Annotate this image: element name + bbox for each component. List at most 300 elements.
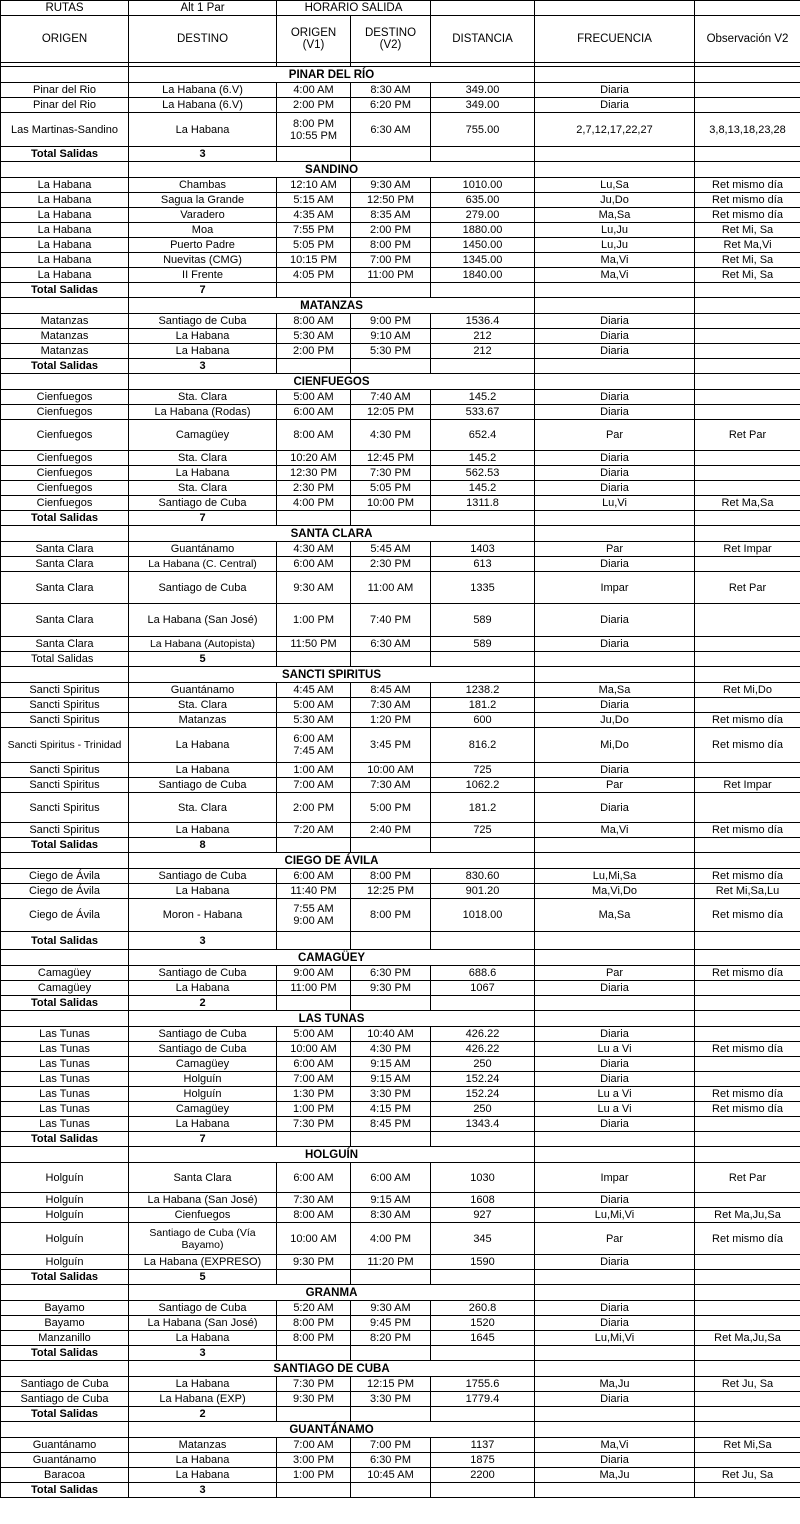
cell-distancia: 145.2 [431, 451, 535, 466]
cell-destino: Santiago de Cuba [129, 496, 277, 511]
cell-frecuencia: Par [535, 542, 695, 557]
cell-destino: La Habana [129, 823, 277, 838]
total-row [1, 1346, 800, 1361]
total-salidas-label: Total Salidas [1, 359, 129, 374]
route-row [1, 1027, 800, 1042]
cell-distancia: 145.2 [431, 390, 535, 405]
cell-destino: Santiago de Cuba (Vía Bayamo) [129, 1223, 277, 1255]
cell-origen-v1: 7:30 PM [277, 1117, 351, 1132]
cell-frecuencia: Ma,Vi [535, 253, 695, 268]
cell-origen: Cienfuegos [1, 481, 129, 496]
cell-frecuencia: Diaria [535, 405, 695, 420]
cell-frecuencia: Diaria [535, 83, 695, 98]
cell-frecuencia: Diaria [535, 1027, 695, 1042]
cell-observacion: Ret Ma,Sa [695, 496, 800, 511]
cell-distancia: 1238.2 [431, 683, 535, 698]
route-row [1, 557, 800, 572]
cell-observacion: Ret Ma,Vi [695, 238, 800, 253]
cell-destino: La Habana [129, 113, 277, 147]
cell-destino-v2: 9:30 AM [351, 178, 431, 193]
section-title: GUANTÁNAMO [129, 1422, 535, 1438]
section-header-row [1, 853, 800, 869]
cell-destino-v2: 4:30 PM [351, 420, 431, 451]
cell-destino: Santiago de Cuba [129, 572, 277, 604]
cell-destino: La Habana (Autopista) [129, 637, 277, 652]
total-salidas-value: 7 [129, 1132, 277, 1147]
cell-frecuencia: Lu,Mi,Sa [535, 869, 695, 884]
cell-distancia: 1536.4 [431, 314, 535, 329]
cell-distancia: 426.22 [431, 1042, 535, 1057]
cell-destino-v2: 11:00 AM [351, 572, 431, 604]
cell-origen-v1: 5:05 PM [277, 238, 351, 253]
route-row [1, 193, 800, 208]
cell-frecuencia: Impar [535, 1163, 695, 1193]
cell-observacion: Ret Par [695, 420, 800, 451]
route-row [1, 1468, 800, 1483]
cell-distancia: 725 [431, 823, 535, 838]
section-title: SANCTI SPIRITUS [129, 667, 535, 683]
cell-origen-v1: 10:20 AM [277, 451, 351, 466]
cell-origen: Santa Clara [1, 637, 129, 652]
cell-destino: La Habana [129, 728, 277, 763]
cell-distancia: 725 [431, 763, 535, 778]
cell-destino: Santiago de Cuba [129, 1042, 277, 1057]
total-salidas-value: 3 [129, 932, 277, 950]
section-header-row [1, 950, 800, 966]
cell-origen-v1: 5:00 AM [277, 1027, 351, 1042]
cell-observacion [695, 1453, 800, 1468]
cell-destino: Matanzas [129, 1438, 277, 1453]
cell-destino-v2: 10:00 PM [351, 496, 431, 511]
section-title: HOLGUÍN [129, 1147, 535, 1163]
cell-destino-v2: 12:50 PM [351, 193, 431, 208]
cell-observacion: Ret mismo día [695, 899, 800, 932]
cell-origen: Manzanillo [1, 1331, 129, 1346]
total-row [1, 147, 800, 162]
cell-origen-v1: 9:30 AM [277, 572, 351, 604]
route-row [1, 178, 800, 193]
cell-destino: Chambas [129, 178, 277, 193]
cell-origen-v1: 9:30 PM [277, 1392, 351, 1407]
cell-origen: La Habana [1, 253, 129, 268]
cell-distancia: 1880.00 [431, 223, 535, 238]
cell-distancia: 349.00 [431, 98, 535, 113]
header-alt-par: Alt 1 Par [129, 1, 277, 16]
cell-distancia: 1018.00 [431, 899, 535, 932]
cell-origen: Sancti Spiritus [1, 698, 129, 713]
route-row [1, 113, 800, 147]
cell-origen-v1: 8:00 AM [277, 420, 351, 451]
cell-distancia: 589 [431, 637, 535, 652]
route-row [1, 329, 800, 344]
cell-frecuencia: Diaria [535, 1072, 695, 1087]
cell-distancia: 1062.2 [431, 778, 535, 793]
cell-frecuencia: Diaria [535, 1057, 695, 1072]
route-row [1, 683, 800, 698]
cell-observacion [695, 481, 800, 496]
cell-destino-v2: 8:45 AM [351, 683, 431, 698]
cell-destino-v2: 3:45 PM [351, 728, 431, 763]
cell-distancia: 1590 [431, 1255, 535, 1270]
section-title: LAS TUNAS [129, 1011, 535, 1027]
cell-origen: Cienfuegos [1, 420, 129, 451]
route-row [1, 223, 800, 238]
cell-origen-v1: 6:00 AM [277, 557, 351, 572]
cell-destino: Puerto Padre [129, 238, 277, 253]
cell-destino: La Habana [129, 981, 277, 996]
section-title: CIENFUEGOS [129, 374, 535, 390]
cell-observacion: Ret Mi,Sa,Lu [695, 884, 800, 899]
cell-destino-v2: 4:15 PM [351, 1102, 431, 1117]
cell-observacion [695, 1072, 800, 1087]
section-title: PINAR DEL RÍO [129, 67, 535, 83]
cell-origen: Bayamo [1, 1301, 129, 1316]
cell-observacion: Ret mismo día [695, 713, 800, 728]
total-salidas-label: Total Salidas [1, 652, 129, 667]
cell-distancia: 212 [431, 344, 535, 359]
cell-distancia: 250 [431, 1057, 535, 1072]
cell-observacion: Ret mismo día [695, 1102, 800, 1117]
route-row [1, 572, 800, 604]
cell-frecuencia: Diaria [535, 698, 695, 713]
cell-origen-v1: 5:30 AM [277, 713, 351, 728]
cell-destino-v2: 8:20 PM [351, 1331, 431, 1346]
route-row [1, 1453, 800, 1468]
cell-origen-v1: 1:00 PM [277, 1102, 351, 1117]
cell-destino-v2: 10:00 AM [351, 763, 431, 778]
cell-observacion: Ret Ju, Sa [695, 1468, 800, 1483]
cell-frecuencia: Lu,Sa [535, 178, 695, 193]
route-row [1, 1102, 800, 1117]
cell-observacion: 3,8,13,18,23,28 [695, 113, 800, 147]
cell-observacion: Ret Mi,Do [695, 683, 800, 698]
cell-destino: La Habana [129, 344, 277, 359]
cell-distancia: 600 [431, 713, 535, 728]
cell-destino-v2: 12:45 PM [351, 451, 431, 466]
cell-origen-v1: 7:55 PM [277, 223, 351, 238]
cell-destino-v2: 7:30 AM [351, 698, 431, 713]
cell-origen: La Habana [1, 208, 129, 223]
section-title: SANDINO [129, 162, 535, 178]
section-header-row [1, 1011, 800, 1027]
cell-origen-v1: 6:00 AM 7:45 AM [277, 728, 351, 763]
cell-origen-v1: 1:30 PM [277, 1087, 351, 1102]
cell-destino-v2: 6:30 AM [351, 113, 431, 147]
cell-origen-v1: 2:00 PM [277, 344, 351, 359]
cell-destino-v2: 9:30 AM [351, 1301, 431, 1316]
column-header-destino-v2: DESTINO (V2) [351, 16, 431, 63]
cell-destino: Santiago de Cuba [129, 966, 277, 981]
cell-origen-v1: 6:00 AM [277, 405, 351, 420]
cell-destino: Cienfuegos [129, 1208, 277, 1223]
cell-distancia: 1645 [431, 1331, 535, 1346]
cell-destino-v2: 11:00 PM [351, 268, 431, 283]
cell-destino: Santiago de Cuba [129, 314, 277, 329]
route-row [1, 1316, 800, 1331]
total-salidas-value: 5 [129, 1270, 277, 1285]
cell-observacion [695, 604, 800, 637]
cell-origen-v1: 4:05 PM [277, 268, 351, 283]
cell-frecuencia: Ma,Ju [535, 1377, 695, 1392]
cell-frecuencia: Ma,Vi [535, 823, 695, 838]
cell-frecuencia: Diaria [535, 763, 695, 778]
cell-origen: Sancti Spiritus [1, 763, 129, 778]
cell-distancia: 1450.00 [431, 238, 535, 253]
cell-origen: Holguín [1, 1208, 129, 1223]
cell-distancia: 2200 [431, 1468, 535, 1483]
cell-origen: Cienfuegos [1, 466, 129, 481]
cell-distancia: 1608 [431, 1193, 535, 1208]
cell-observacion: Ret mismo día [695, 823, 800, 838]
cell-origen: Santa Clara [1, 557, 129, 572]
cell-origen-v1: 5:00 AM [277, 698, 351, 713]
cell-origen: Las Martinas-Sandino [1, 113, 129, 147]
cell-destino: Holguín [129, 1087, 277, 1102]
cell-destino: Holguín [129, 1072, 277, 1087]
cell-destino-v2: 12:25 PM [351, 884, 431, 899]
section-header-row [1, 667, 800, 683]
cell-destino: Camagüey [129, 1057, 277, 1072]
cell-distancia: 349.00 [431, 83, 535, 98]
cell-destino-v2: 9:15 AM [351, 1193, 431, 1208]
cell-observacion: Ret mismo día [695, 966, 800, 981]
cell-observacion: Ret mismo día [695, 728, 800, 763]
route-row [1, 1057, 800, 1072]
cell-origen-v1: 6:00 AM [277, 1163, 351, 1193]
cell-destino-v2: 9:30 PM [351, 981, 431, 996]
cell-distancia: 1755.6 [431, 1377, 535, 1392]
cell-observacion: Ret Ma,Ju,Sa [695, 1331, 800, 1346]
cell-destino-v2: 9:45 PM [351, 1316, 431, 1331]
route-row [1, 466, 800, 481]
total-row [1, 1132, 800, 1147]
cell-destino: La Habana [129, 884, 277, 899]
route-row [1, 1223, 800, 1255]
cell-distancia: 1875 [431, 1453, 535, 1468]
cell-distancia: 145.2 [431, 481, 535, 496]
cell-destino: La Habana [129, 329, 277, 344]
section-header-row [1, 526, 800, 542]
cell-observacion [695, 637, 800, 652]
total-row [1, 283, 800, 298]
route-row [1, 1163, 800, 1193]
cell-frecuencia: Diaria [535, 1453, 695, 1468]
cell-origen-v1: 4:45 AM [277, 683, 351, 698]
cell-destino-v2: 9:15 AM [351, 1072, 431, 1087]
cell-origen: Guantánamo [1, 1438, 129, 1453]
section-header-row [1, 162, 800, 178]
route-row [1, 420, 800, 451]
cell-origen-v1: 4:30 AM [277, 542, 351, 557]
cell-frecuencia: Par [535, 420, 695, 451]
section-header-row [1, 1422, 800, 1438]
cell-frecuencia: Ma,Vi [535, 1438, 695, 1453]
cell-origen: La Habana [1, 178, 129, 193]
route-row [1, 1042, 800, 1057]
cell-destino: Sta. Clara [129, 793, 277, 823]
cell-observacion: Ret mismo día [695, 869, 800, 884]
cell-frecuencia: Ju,Do [535, 193, 695, 208]
cell-destino-v2: 8:30 AM [351, 1208, 431, 1223]
cell-destino: La Habana [129, 1117, 277, 1132]
column-header-observacion: Observación V2 [695, 16, 800, 63]
cell-destino: La Habana [129, 1377, 277, 1392]
cell-destino-v2: 2:30 PM [351, 557, 431, 572]
column-header-destino: DESTINO [129, 16, 277, 63]
route-row [1, 966, 800, 981]
cell-observacion [695, 557, 800, 572]
cell-origen: Las Tunas [1, 1027, 129, 1042]
cell-origen: Las Tunas [1, 1102, 129, 1117]
cell-distancia: 279.00 [431, 208, 535, 223]
cell-frecuencia: Diaria [535, 1117, 695, 1132]
total-salidas-label: Total Salidas [1, 1483, 129, 1498]
cell-origen: Santa Clara [1, 604, 129, 637]
cell-frecuencia: Diaria [535, 557, 695, 572]
route-row [1, 884, 800, 899]
cell-observacion: Ret mismo día [695, 1223, 800, 1255]
cell-origen-v1: 7:00 AM [277, 1438, 351, 1453]
cell-destino: Santiago de Cuba [129, 869, 277, 884]
cell-origen-v1: 4:35 AM [277, 208, 351, 223]
cell-destino: La Habana [129, 763, 277, 778]
route-row [1, 1072, 800, 1087]
cell-distancia: 1343.4 [431, 1117, 535, 1132]
cell-origen: Holguín [1, 1193, 129, 1208]
total-salidas-label: Total Salidas [1, 838, 129, 853]
cell-origen-v1: 10:00 AM [277, 1223, 351, 1255]
cell-destino: Sta. Clara [129, 451, 277, 466]
cell-destino: La Habana (EXP) [129, 1392, 277, 1407]
cell-observacion: Ret Mi, Sa [695, 268, 800, 283]
cell-origen: Ciego de Ávila [1, 884, 129, 899]
cell-origen: Sancti Spiritus [1, 713, 129, 728]
cell-distancia: 1030 [431, 1163, 535, 1193]
cell-frecuencia: Lu a Vi [535, 1102, 695, 1117]
route-row [1, 793, 800, 823]
cell-observacion: Ret mismo día [695, 1042, 800, 1057]
cell-observacion [695, 1255, 800, 1270]
cell-destino: Santiago de Cuba [129, 778, 277, 793]
cell-origen: Pinar del Rio [1, 98, 129, 113]
cell-origen: Sancti Spiritus [1, 793, 129, 823]
route-row [1, 1331, 800, 1346]
cell-distancia: 345 [431, 1223, 535, 1255]
cell-destino-v2: 5:30 PM [351, 344, 431, 359]
cell-origen: La Habana [1, 268, 129, 283]
cell-frecuencia: Ma,Sa [535, 899, 695, 932]
route-row [1, 698, 800, 713]
cell-frecuencia: Diaria [535, 466, 695, 481]
section-header-row [1, 1285, 800, 1301]
cell-origen-v1: 2:30 PM [277, 481, 351, 496]
header-top-row [1, 1, 800, 16]
route-row [1, 405, 800, 420]
cell-frecuencia: Diaria [535, 329, 695, 344]
route-row [1, 98, 800, 113]
cell-destino-v2: 2:40 PM [351, 823, 431, 838]
route-row [1, 823, 800, 838]
cell-destino-v2: 3:30 PM [351, 1392, 431, 1407]
cell-destino-v2: 9:00 PM [351, 314, 431, 329]
cell-destino: Sta. Clara [129, 698, 277, 713]
route-row [1, 713, 800, 728]
cell-origen: Las Tunas [1, 1042, 129, 1057]
cell-destino-v2: 1:20 PM [351, 713, 431, 728]
route-row [1, 1392, 800, 1407]
cell-destino-v2: 6:30 PM [351, 1453, 431, 1468]
cell-observacion [695, 1027, 800, 1042]
cell-origen-v1: 3:00 PM [277, 1453, 351, 1468]
cell-distancia: 652.4 [431, 420, 535, 451]
cell-origen: Holguín [1, 1163, 129, 1193]
cell-destino: Sta. Clara [129, 390, 277, 405]
section-header-row [1, 1361, 800, 1377]
cell-origen-v1: 4:00 PM [277, 496, 351, 511]
cell-destino: Guantánamo [129, 683, 277, 698]
cell-destino-v2: 3:30 PM [351, 1087, 431, 1102]
total-row [1, 1270, 800, 1285]
cell-destino: Santiago de Cuba [129, 1301, 277, 1316]
cell-destino-v2: 11:20 PM [351, 1255, 431, 1270]
route-row [1, 604, 800, 637]
route-row [1, 763, 800, 778]
cell-observacion [695, 793, 800, 823]
cell-frecuencia: Ma,Vi [535, 268, 695, 283]
header-columns-row [1, 16, 800, 63]
total-salidas-label: Total Salidas [1, 996, 129, 1011]
cell-destino: La Habana (San José) [129, 604, 277, 637]
total-salidas-value: 3 [129, 1483, 277, 1498]
cell-destino-v2: 6:20 PM [351, 98, 431, 113]
cell-frecuencia: Diaria [535, 793, 695, 823]
section-header-row [1, 374, 800, 390]
cell-frecuencia: Lu,Ju [535, 223, 695, 238]
total-salidas-label: Total Salidas [1, 1132, 129, 1147]
section-title: MATANZAS [129, 298, 535, 314]
cell-frecuencia: Diaria [535, 604, 695, 637]
cell-destino: Moron - Habana [129, 899, 277, 932]
cell-distancia: 152.24 [431, 1087, 535, 1102]
cell-destino: La Habana [129, 1331, 277, 1346]
cell-origen: Camagüey [1, 966, 129, 981]
cell-destino-v2: 5:45 AM [351, 542, 431, 557]
cell-destino-v2: 5:05 PM [351, 481, 431, 496]
route-row [1, 728, 800, 763]
route-row [1, 899, 800, 932]
cell-origen-v1: 7:00 AM [277, 1072, 351, 1087]
section-header-row [1, 1147, 800, 1163]
route-row [1, 451, 800, 466]
cell-origen: Camagüey [1, 981, 129, 996]
cell-frecuencia: Par [535, 966, 695, 981]
route-row [1, 1208, 800, 1223]
cell-destino: Guantánamo [129, 542, 277, 557]
cell-destino-v2: 7:30 PM [351, 466, 431, 481]
cell-origen: Sancti Spiritus [1, 778, 129, 793]
cell-frecuencia: Impar [535, 572, 695, 604]
cell-destino-v2: 8:00 PM [351, 899, 431, 932]
route-row [1, 1193, 800, 1208]
cell-distancia: 755.00 [431, 113, 535, 147]
cell-origen: Las Tunas [1, 1057, 129, 1072]
cell-origen: Holguín [1, 1255, 129, 1270]
cell-origen-v1: 8:00 PM [277, 1316, 351, 1331]
cell-destino-v2: 4:00 PM [351, 1223, 431, 1255]
cell-origen-v1: 12:10 AM [277, 178, 351, 193]
cell-origen-v1: 9:00 AM [277, 966, 351, 981]
cell-origen: Sancti Spiritus [1, 823, 129, 838]
